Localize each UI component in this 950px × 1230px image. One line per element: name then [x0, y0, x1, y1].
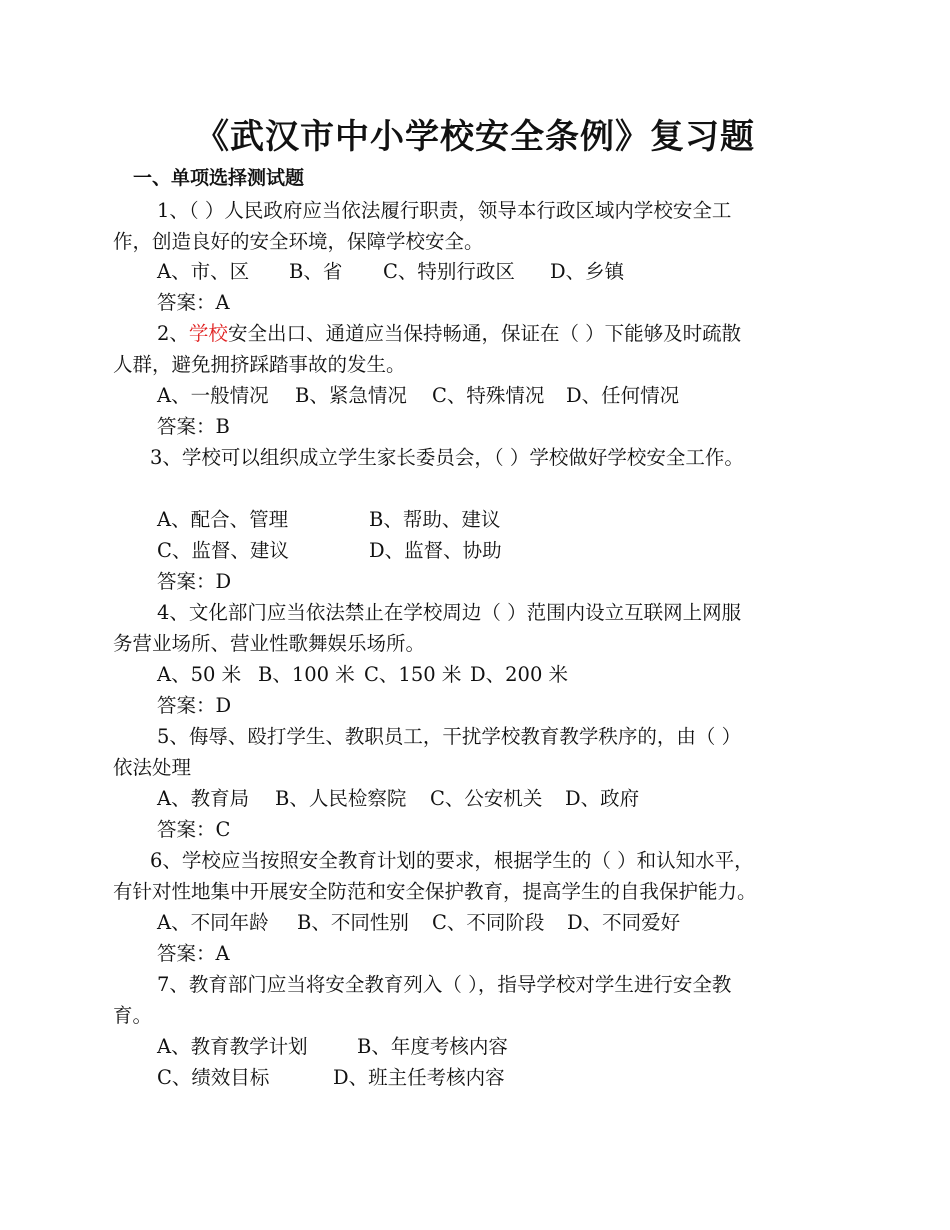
question-6-answer: 答案：A	[157, 942, 230, 965]
question-4-options	[157, 660, 568, 690]
question-6-options	[157, 908, 680, 938]
question-5-options	[157, 784, 639, 814]
question-2-number: 2、	[157, 322, 189, 345]
question-5-line-1: 5、侮辱、殴打学生、教职员工，干扰学校教育教学秩序的，由（ ）	[157, 725, 742, 748]
question-7-options-row-2	[157, 1063, 505, 1093]
option-d: D、任何情况	[566, 384, 680, 407]
option-a: A、教育局	[157, 787, 250, 810]
question-3-options-row-1	[157, 505, 500, 535]
question-5-answer: 答案：C	[157, 818, 231, 841]
option-d: D、班主任考核内容	[333, 1066, 505, 1089]
option-c: C、150 米	[364, 663, 462, 686]
option-b: B、紧急情况	[295, 384, 407, 407]
option-b: B、人民检察院	[275, 787, 407, 810]
option-a: A、50 米	[157, 663, 242, 686]
question-7-options-row-1	[157, 1032, 508, 1062]
option-a: A、配合、管理	[157, 508, 289, 531]
question-1-line-1: 1、（ ）人民政府应当依法履行职责，领导本行政区域内学校安全工	[157, 199, 732, 222]
option-c: C、绩效目标	[157, 1066, 270, 1089]
question-1-line-2: 作，创造良好的安全环境，保障学校安全。	[113, 230, 484, 253]
question-4-line-2: 务营业场所、营业性歌舞娱乐场所。	[113, 632, 426, 655]
question-2-text: 安全出口、通道应当保持畅通，保证在（ ）下能够及时疏散	[227, 322, 742, 345]
option-a: A、市、区	[157, 260, 250, 283]
option-a: A、教育教学计划	[157, 1035, 308, 1058]
question-6-line-1: 6、学校应当按照安全教育计划的要求，根据学生的（ ）和认知水平，	[150, 849, 754, 872]
question-6-line-2: 有针对性地集中开展安全防范和安全保护教育，提高学生的自我保护能力。	[113, 880, 757, 903]
option-d: D、政府	[565, 787, 640, 810]
option-d: D、监督、协助	[369, 539, 502, 562]
question-4-line-1: 4、文化部门应当依法禁止在学校周边（ ）范围内设立互联网上网服	[157, 601, 742, 624]
question-7-line-1: 7、教育部门应当将安全教育列入（ ），指导学校对学生进行安全教	[157, 973, 732, 996]
option-c: C、特殊情况	[432, 384, 545, 407]
question-3-line-1: 3、学校可以组织成立学生家长委员会，（ ）学校做好学校安全工作。	[150, 446, 744, 469]
option-c: C、监督、建议	[157, 539, 289, 562]
question-2-options	[157, 381, 679, 411]
document-title: 《武汉市中小学校安全条例》复习题	[195, 117, 755, 157]
option-c: C、特别行政区	[383, 260, 515, 283]
option-b: B、不同性别	[297, 911, 409, 934]
question-3-answer: 答案：D	[157, 570, 232, 593]
option-c: C、不同阶段	[432, 911, 545, 934]
question-2-line-2: 人群，避免拥挤踩踏事故的发生。	[113, 353, 406, 376]
option-b: B、100 米	[258, 663, 355, 686]
question-3-options-row-2	[157, 536, 502, 566]
option-a: A、一般情况	[157, 384, 269, 407]
question-2-line-1	[157, 319, 741, 349]
question-4-answer: 答案：D	[157, 694, 232, 717]
option-a: A、不同年龄	[157, 911, 269, 934]
question-7-line-2: 育。	[113, 1004, 153, 1027]
option-d: D、不同爱好	[567, 911, 681, 934]
option-b: B、年度考核内容	[357, 1035, 508, 1058]
highlighted-word: 学校	[188, 322, 228, 345]
option-d: D、200 米	[470, 663, 569, 686]
option-b: B、省	[289, 260, 343, 283]
option-d: D、乡镇	[550, 260, 625, 283]
question-2-answer: 答案：B	[157, 415, 230, 438]
question-5-line-2: 依法处理	[113, 756, 192, 779]
question-1-answer: 答案：A	[157, 291, 230, 314]
section-heading: 一、单项选择测试题	[133, 167, 305, 189]
option-b: B、帮助、建议	[369, 508, 501, 531]
question-1-options	[157, 257, 624, 287]
option-c: C、公安机关	[430, 787, 543, 810]
